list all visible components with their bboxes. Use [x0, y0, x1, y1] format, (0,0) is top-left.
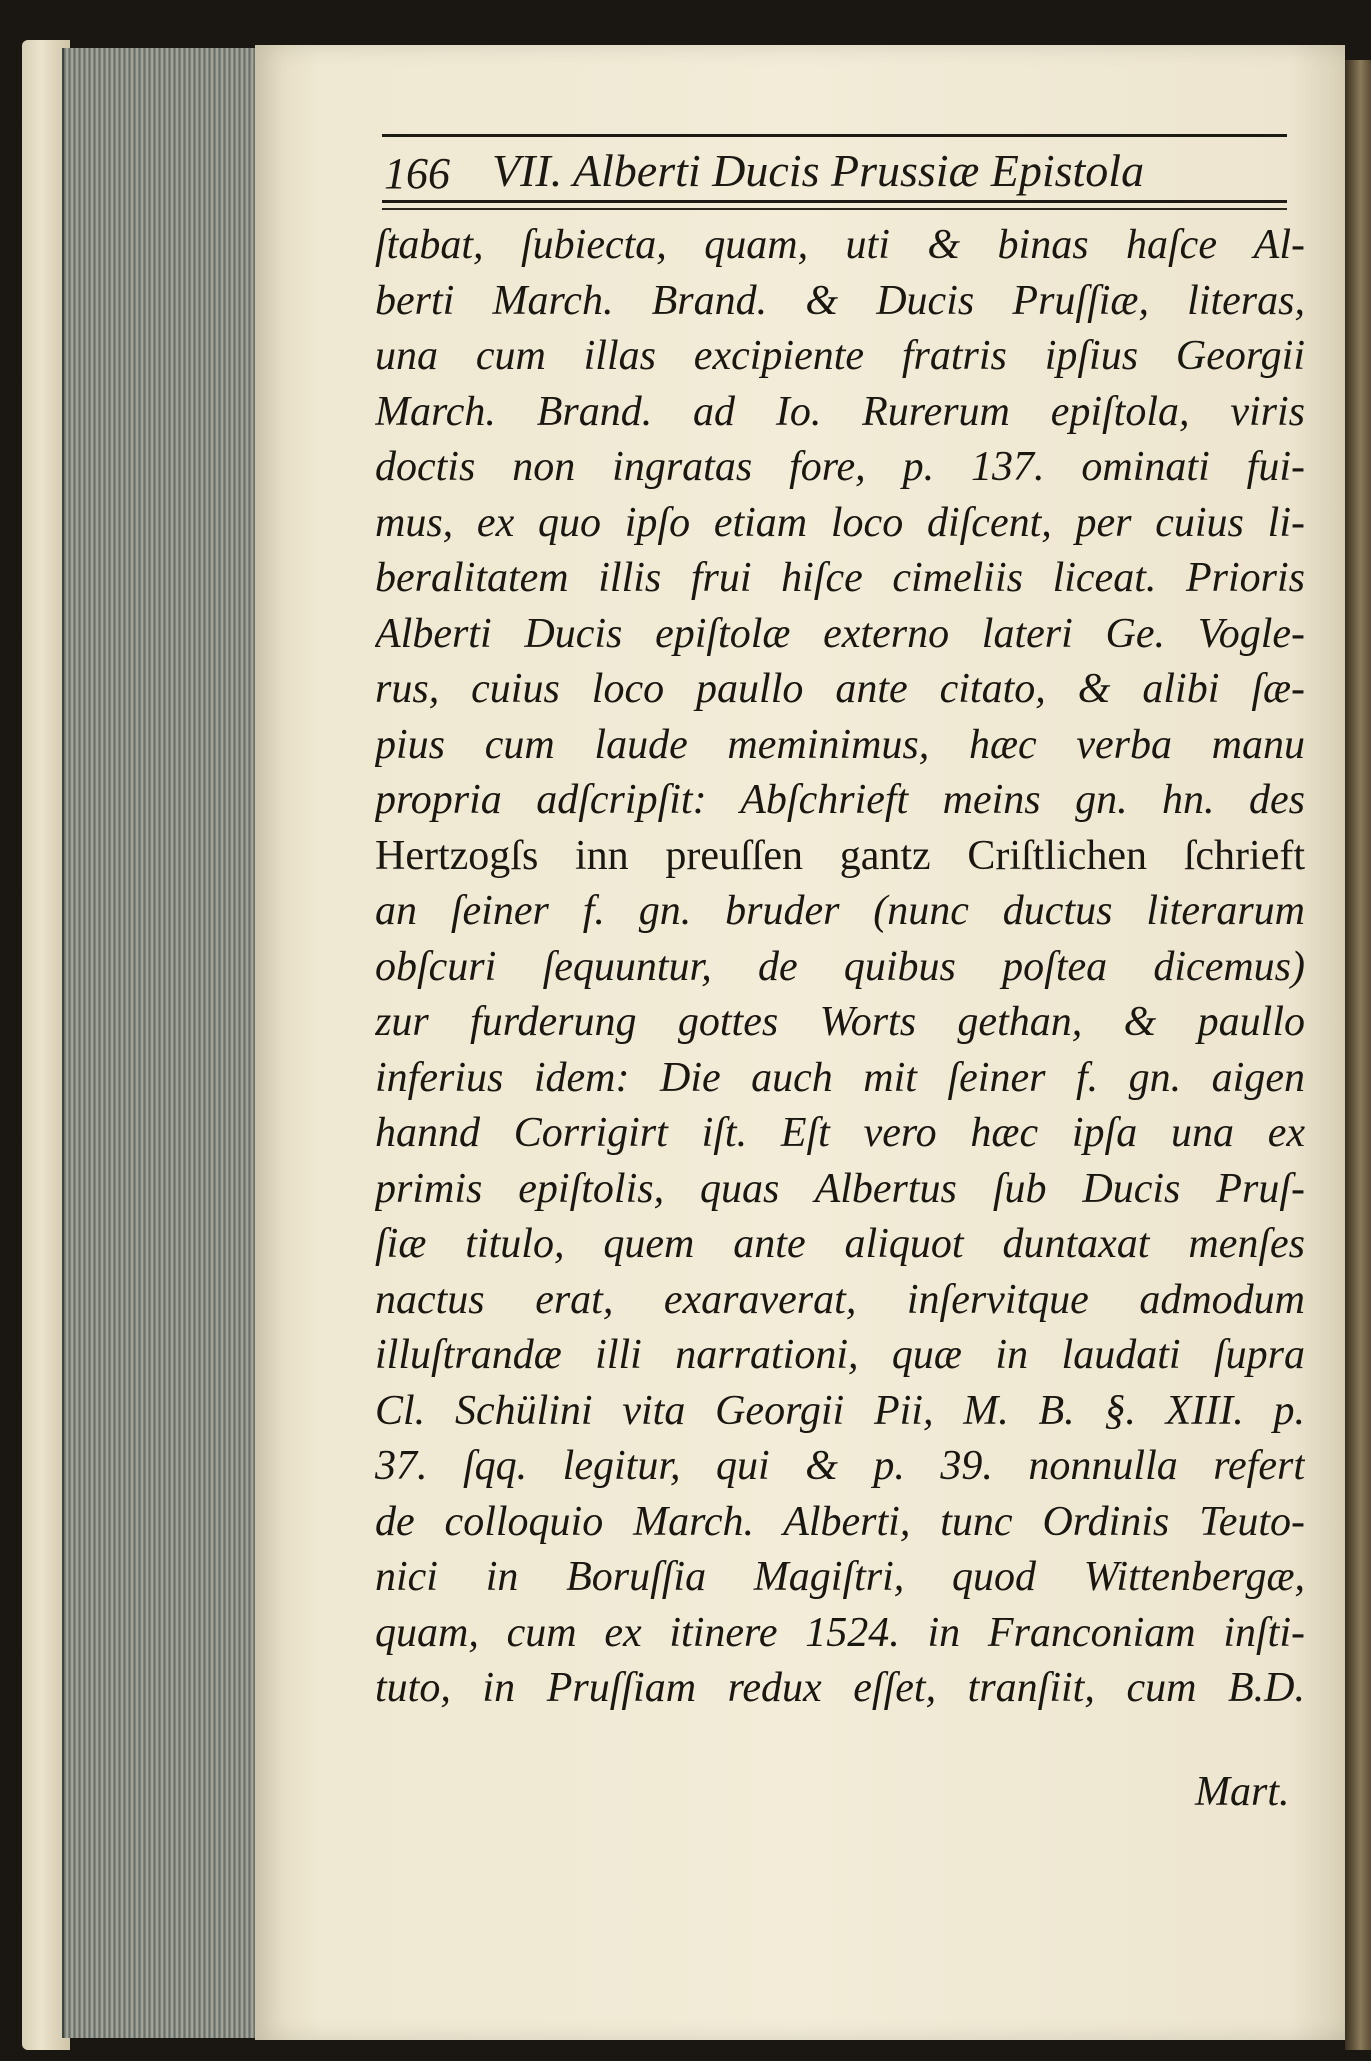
text-line: beralitatem illis frui hiſce cimeliis liceat. Prioris — [375, 555, 1305, 601]
text-line: berti March. Brand. & Ducis Pruſſiæ, literas, — [375, 277, 1305, 324]
text-line: ſiæ titulo, quem ante aliquot duntaxat menſes — [375, 1221, 1305, 1267]
text-line: ſtabat, ſubiecta, quam, uti & binas haſce Al- — [375, 222, 1305, 268]
text-line: obſcuri ſequuntur, de quibus poſtea dicemus) — [375, 943, 1305, 990]
text-line: una cum illas excipiente fratris ipſius Georgii — [375, 333, 1305, 379]
text-line: nactus erat, exaraverat, inſervitque admodum — [375, 1276, 1305, 1323]
text-line: zur furderung gottes Worts gethan, & paullo — [375, 999, 1305, 1045]
text-line: hannd Corrigirt iſt. Eſt vero hæc ipſa una ex — [375, 1110, 1305, 1156]
text-line: Cl. Schülini vita Georgii Pii, M. B. §. XIII. p. — [375, 1387, 1305, 1434]
text-line: quam, cum ex itinere 1524. in Franconiam inſti- — [375, 1609, 1305, 1656]
text-line: nici in Boruſſia Magiſtri, quod Wittenbergæ, — [375, 1554, 1305, 1600]
text-line: Alberti Ducis epiſtolæ externo lateri Ge. Vogle- — [375, 610, 1305, 657]
text-line: propria adſcripſit: Abſchrieft meins gn. hn. des — [375, 777, 1305, 823]
text-line: 37. ſqq. legitur, qui & p. 39. nonnulla refert — [375, 1443, 1305, 1489]
running-head: VII. Alberti Ducis Prussiæ Epistola — [492, 145, 1145, 196]
text-line: an ſeiner f. gn. bruder (nunc ductus literarum — [375, 888, 1305, 934]
text-line: March. Brand. ad Io. Rurerum epiſtola, viris — [375, 388, 1305, 435]
text-line: Hertzogſs inn preuſſen gantz Criſtlichen ſchrieft — [375, 832, 1305, 879]
facing-page-edge — [1345, 60, 1371, 2050]
text-line: mus, ex quo ipſo etiam loco diſcent, per cuius li- — [375, 499, 1305, 546]
text-line: de colloquio March. Alberti, tunc Ordinis Teuto- — [375, 1498, 1305, 1545]
text-line: tuto, in Pruſſiam redux eſſet, tranſiit, cum B.D. — [375, 1665, 1305, 1711]
text-line: doctis non ingratas fore, p. 137. ominati fui- — [375, 444, 1305, 490]
page-header — [382, 138, 1287, 203]
text-line: rus, cuius loco paullo ante citato, & alibi ſæ- — [375, 666, 1305, 712]
body-text — [375, 218, 1305, 1717]
page-number: 166 — [384, 149, 450, 198]
text-line: illuſtrandæ illi narrationi, quæ in laudati ſupra — [375, 1332, 1305, 1378]
catchword: Mart. — [1195, 1769, 1290, 1815]
text-line: pius cum laude meminimus, hæc verba manu — [375, 721, 1305, 768]
page-edges — [62, 48, 264, 2038]
text-line: primis epiſtolis, quas Albertus ſub Ducis Pruſ- — [375, 1165, 1305, 1212]
text-line: inferius idem: Die auch mit ſeiner f. gn. aigen — [375, 1054, 1305, 1101]
